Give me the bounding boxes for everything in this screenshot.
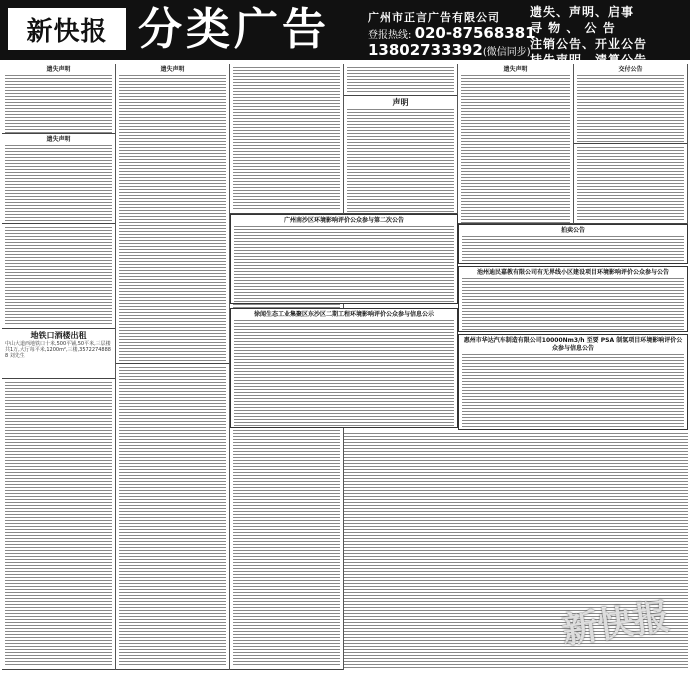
env-notice-heading: 广州南沙区环境影响评价公众参与第二次公告 xyxy=(283,217,404,224)
column-5 xyxy=(458,64,574,224)
hotline-label: 登报热线: xyxy=(368,30,412,41)
ad-text-lines xyxy=(119,74,226,364)
ad-text-lines xyxy=(119,366,226,667)
ad-text-lines xyxy=(234,225,454,304)
ad-text-lines xyxy=(347,66,454,93)
column-6 xyxy=(574,64,688,224)
column-1 xyxy=(2,64,116,670)
ad-heading: 遗失声明 xyxy=(160,66,185,73)
statement-heading: 声明 xyxy=(392,98,409,107)
ad-heading: 遗失声明 xyxy=(46,136,71,143)
newspaper-logo: 新快报 xyxy=(8,8,126,50)
masthead xyxy=(0,0,690,67)
ad-box xyxy=(116,64,229,364)
transfer-ad xyxy=(574,64,687,144)
project-heading: 池州迪民嘉教有限公司有无界线小区建设项目环境影响评价公众参与公告 xyxy=(476,269,669,276)
shop-rental-title: 地铁口酒楼出租 xyxy=(30,331,87,340)
ad-text-lines xyxy=(462,277,684,332)
ad-box xyxy=(2,224,115,329)
env-notice xyxy=(230,214,458,304)
env-notice-2 xyxy=(230,308,458,428)
ad-text-lines xyxy=(347,108,454,214)
ad-box xyxy=(2,134,115,224)
ad-text-lines xyxy=(234,319,454,428)
hotline-number: 020-87568381 xyxy=(414,24,536,42)
ad-box xyxy=(2,64,115,134)
wechat-note: (微信同步) xyxy=(482,47,531,58)
ad-text-lines xyxy=(5,226,112,326)
company-name: 广州市正言广告有限公司 xyxy=(368,11,500,24)
ad-text-lines xyxy=(461,74,570,224)
ad-box xyxy=(458,64,573,224)
category-item: 寻 物 、 公 告 xyxy=(530,21,616,35)
ad-text-lines xyxy=(577,74,684,144)
shop-rental-ad xyxy=(2,329,115,379)
statement-ad xyxy=(344,96,457,214)
mobile-number: 13802733392 xyxy=(368,41,483,59)
category-item: 注销公告、开业公告 xyxy=(530,37,648,51)
env-notice-3-heading: 惠州市华达汽车制造有限公司10000Nm3/h 至要 PSA 制氢项目环境影响评价公众参与信息公告 xyxy=(463,337,683,352)
category-item: 挂失声明、清算公告 xyxy=(530,53,648,67)
env-notice-3 xyxy=(458,334,688,430)
column-2 xyxy=(116,64,230,670)
category-list xyxy=(530,4,688,68)
mobile-phone xyxy=(368,41,531,59)
category-item: 遗失、声明、启事 xyxy=(530,5,635,19)
auction-heading: 拍卖公告 xyxy=(560,227,585,234)
ad-box xyxy=(344,64,457,96)
auction-notice xyxy=(458,224,688,264)
ad-box xyxy=(2,379,115,670)
ad-text-lines xyxy=(462,235,684,264)
env-notice-2-heading: 徐闻生态工业集聚区东沙区二期工程环境影响评价公众参与信息公示 xyxy=(253,311,434,318)
hotline xyxy=(368,24,536,42)
ad-heading: 遗失声明 xyxy=(503,66,528,73)
ad-heading: 遗失声明 xyxy=(46,66,71,73)
ad-text-lines xyxy=(577,146,684,221)
ad-box xyxy=(230,64,343,214)
ad-text-lines xyxy=(5,74,112,134)
ad-box xyxy=(116,364,229,670)
section-title: 分类广告 xyxy=(138,4,330,55)
project-notice xyxy=(458,266,688,332)
ad-text-lines xyxy=(462,353,684,430)
shop-rental-text: 中山大道西地铁口十米,500平铺,50平米,三层楼共1万,大厅每平米,1200m²,三楼,35722748888 刘先生 xyxy=(5,341,111,359)
ad-text-lines xyxy=(5,144,112,224)
transfer-heading: 交付公告 xyxy=(618,66,643,73)
ad-box xyxy=(574,144,687,224)
ad-text-lines xyxy=(233,66,340,211)
column-4 xyxy=(344,64,458,214)
watermark-logo: 新快报 xyxy=(559,595,673,653)
ad-text-lines xyxy=(5,381,112,667)
